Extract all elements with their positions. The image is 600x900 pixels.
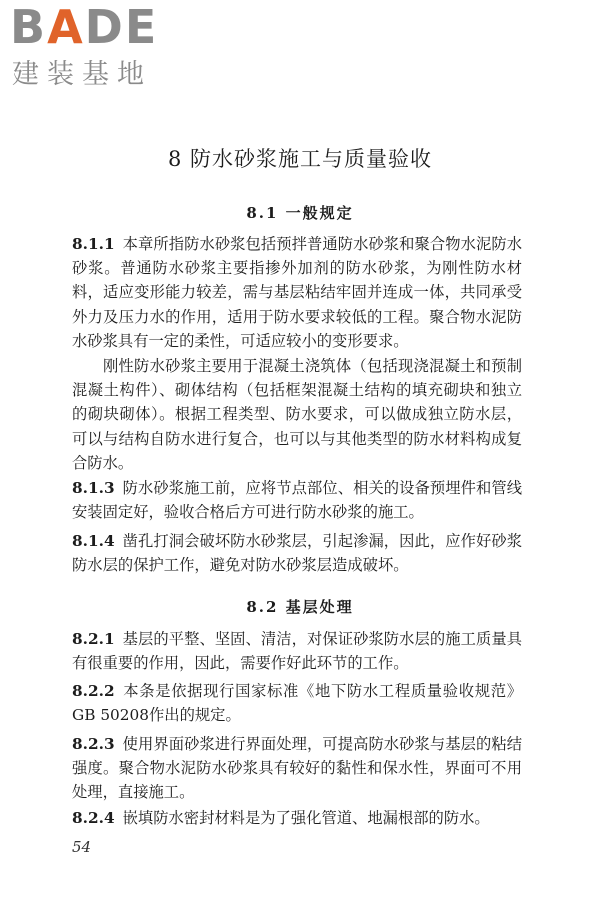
chapter-title: 8 防水砂浆施工与质量验收 bbox=[167, 147, 433, 171]
page-number: 54 bbox=[72, 838, 92, 856]
clause-text: 凿孔打洞会破坏防水砂浆层，引起渗漏，因此，应作好砂浆防水层的保护工作，避免对防水砂浆层造成破坏。 bbox=[72, 532, 522, 575]
clause-text: 刚性防水砂浆主要用于混凝土浇筑体（包括现浇混凝土和预制混凝土构件）、砌体结构（包括框架混凝土结构的填充砌块和独立的砌块砌体）。根据工程类型、防水要求，可以做成独立防水层，可以与结构自防水进行复合，也可以与其他类型的防水材料构成复合防水。 bbox=[72, 357, 522, 472]
clause-number: 8.2.4 bbox=[72, 809, 115, 827]
clause-number: 8.1.1 bbox=[72, 235, 115, 253]
clause-number: 8.2.2 bbox=[72, 682, 115, 700]
clause-number: 8.2.1 bbox=[72, 630, 115, 648]
paragraph-8-2-3 bbox=[72, 732, 522, 805]
paragraph-8-1-3 bbox=[72, 476, 522, 524]
bade-logo bbox=[10, 2, 180, 94]
paragraph-8-1-4 bbox=[72, 529, 522, 577]
section-title: 8.1 一般规定 bbox=[246, 204, 354, 222]
clause-text: 防水砂浆施工前，应将节点部位、相关的设备预埋件和管线安装固定好，验收合格后方可进行防水砂浆的施工。 bbox=[72, 479, 522, 522]
clause-text: 本条是依据现行国家标准《地下防水工程质量验收规范》GB 50208作出的规定。 bbox=[72, 682, 522, 725]
paragraph-8-2-2 bbox=[72, 679, 522, 727]
logo-subtitle: 建装基地 bbox=[12, 59, 152, 90]
clause-number: 8.1.4 bbox=[72, 532, 115, 550]
logo-wordmark: BADE bbox=[10, 0, 159, 54]
section-title: 8.2 基层处理 bbox=[246, 598, 354, 616]
clause-number: 8.1.3 bbox=[72, 479, 115, 497]
paragraph-8-1-1 bbox=[72, 232, 522, 353]
clause-text: 嵌填防水密封材料是为了强化管道、地漏根部的防水。 bbox=[122, 809, 490, 827]
paragraph-8-2-1 bbox=[72, 627, 522, 675]
clause-text: 本章所指防水砂浆包括预拌普通防水砂浆和聚合物水泥防水砂浆。普通防水砂浆主要指掺外加剂的防水砂浆，为刚性防水材料，适应变形能力较差，需与基层粘结牢固并连成一体，共同承受外力及压力水的作用，适用于防水要求较低的工程。聚合物水泥防水砂浆具有一定的柔性，可适应较小的变形要求。 bbox=[72, 235, 522, 350]
paragraph-8-1-1-continued bbox=[72, 354, 522, 475]
clause-text: 使用界面砂浆进行界面处理，可提高防水砂浆与基层的粘结强度。聚合物水泥防水砂浆具有较好的黏性和保水性，界面可不用处理，直接施工。 bbox=[72, 735, 522, 802]
paragraph-8-2-4 bbox=[72, 806, 522, 830]
clause-text: 基层的平整、坚固、清洁，对保证砂浆防水层的施工质量具有很重要的作用，因此，需要作好此环节的工作。 bbox=[72, 630, 522, 673]
clause-number: 8.2.3 bbox=[72, 735, 115, 753]
